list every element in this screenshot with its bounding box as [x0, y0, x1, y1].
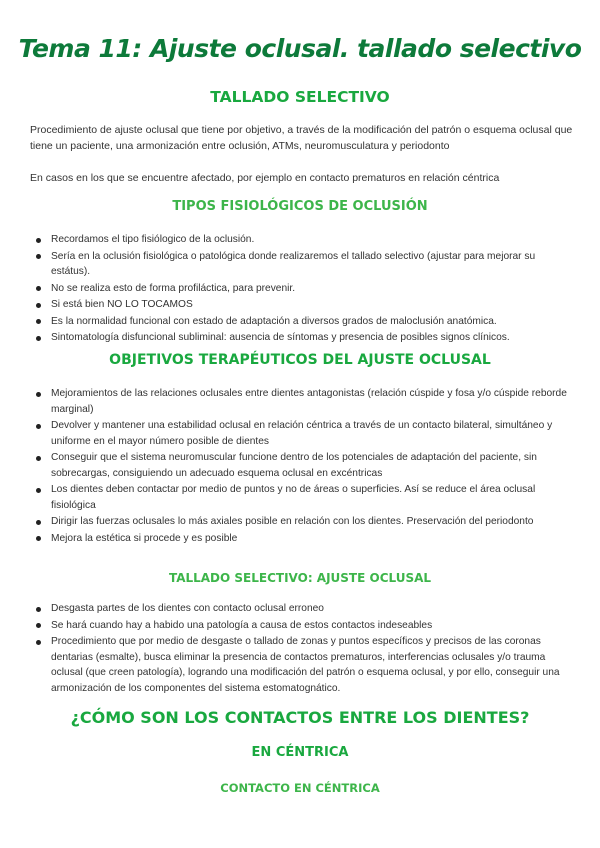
list-item: No se realiza esto de forma profiláctica, para prevenir.	[30, 281, 575, 297]
objetivos-heading: OBJETIVOS TERAPÉUTICOS DEL AJUSTE OCLUSAL	[109, 352, 491, 368]
tipos-heading: TIPOS FISIOLÓGICOS DE OCLUSIÓN	[172, 199, 428, 214]
bullet-icon	[36, 319, 41, 324]
bullet-icon	[36, 520, 41, 525]
list-item: Sería en la oclusión fisiológica o patológica donde realizaremos el tallado selectivo (ajustar para mejorar su estátus).	[30, 249, 575, 280]
bullet-icon	[36, 488, 41, 493]
list-item: Mejora la estética si procede y es posible	[30, 531, 575, 547]
tallado-paragraph-1: Procedimiento de ajuste oclusal que tiene por objetivo, a través de la modificación del patrón o esquema oclusal que tiene un paciente, una armonización entre oclusión, ATMs, neuromusculatura y periodonto	[30, 124, 573, 152]
list-item: Es la normalidad funcional con estado de adaptación a diversos grados de maloclusión anatómica.	[30, 314, 575, 330]
page-title: Tema 11: Ajuste oclusal. tallado selectivo	[18, 34, 582, 63]
list-item: Procedimiento que por medio de desgaste o tallado de zonas y puntos específicos y precisos de las coronas dentarias (esmalte), busca eliminar la presencia de contactos prematuros, interferencias oclusales y/o trauma oclusal (que creen patología), logrando una modificación del patrón o esquema oclusal, y por ello, conseguir una armonización de los componentes del sistema estomatognático.	[30, 634, 575, 696]
bullet-icon	[36, 238, 41, 243]
list-item: Sintomatología disfuncional subliminal: ausencia de síntomas y presencia de posibles signos clínicos.	[30, 330, 575, 346]
bullet-icon	[36, 536, 41, 541]
bullet-icon	[36, 640, 41, 645]
bullet-icon	[36, 254, 41, 259]
en-centrica-heading: EN CÉNTRICA	[251, 745, 349, 760]
contactos-heading: ¿CÓMO SON LOS CONTACTOS ENTRE LOS DIENTES?	[70, 708, 530, 727]
list-item: Recordamos el tipo fisiólogico de la oclusión.	[30, 232, 575, 248]
bullet-icon	[36, 623, 41, 628]
contacto-centrica-heading: CONTACTO EN CÉNTRICA	[220, 781, 380, 795]
list-item: Desgasta partes de los dientes con contacto oclusal erroneo	[30, 601, 575, 617]
bullet-icon	[36, 392, 41, 397]
bullet-icon	[36, 607, 41, 612]
list-item: Se hará cuando hay a habido una patología a causa de estos contactos indeseables	[30, 618, 575, 634]
list-item: Conseguir que el sistema neuromuscular funcione dentro de los potenciales de adaptación del paciente, sin sobrecargas, consiguiendo un adecuado esquema oclusal en excéntricas	[30, 450, 575, 481]
list-item: Los dientes deben contactar por medio de puntos y no de áreas o superficies. Así se reduce el área oclusal fisiológica	[30, 482, 575, 513]
bullet-icon	[36, 456, 41, 461]
list-item: Mejoramientos de las relaciones oclusales entre dientes antagonistas (relación cúspide y fosa y/o cúspide reborde marginal)	[30, 386, 575, 417]
tipos-list	[30, 232, 575, 347]
ajuste-heading: TALLADO SELECTIVO: AJUSTE OCLUSAL	[168, 571, 432, 585]
ajuste-list	[30, 601, 575, 697]
tallado-paragraph-2: En casos en los que se encuentre afectado, por ejemplo en contacto prematuros en relación céntrica	[30, 172, 500, 184]
bullet-icon	[36, 303, 41, 308]
list-item: Si está bien NO LO TOCAMOS	[30, 297, 575, 313]
bullet-icon	[36, 336, 41, 341]
bullet-icon	[36, 286, 41, 291]
list-item: Dirigir las fuerzas oclusales lo más axiales posible en relación con los dientes. Preservación del periodonto	[30, 514, 575, 530]
tallado-heading: TALLADO SELECTIVO	[210, 88, 390, 106]
objetivos-list	[30, 386, 575, 547]
list-item: Devolver y mantener una estabilidad oclusal en relación céntrica a través de un contacto bilateral, simultáneo y uniforme en el mayor número posible de dientes	[30, 418, 575, 449]
bullet-icon	[36, 424, 41, 429]
